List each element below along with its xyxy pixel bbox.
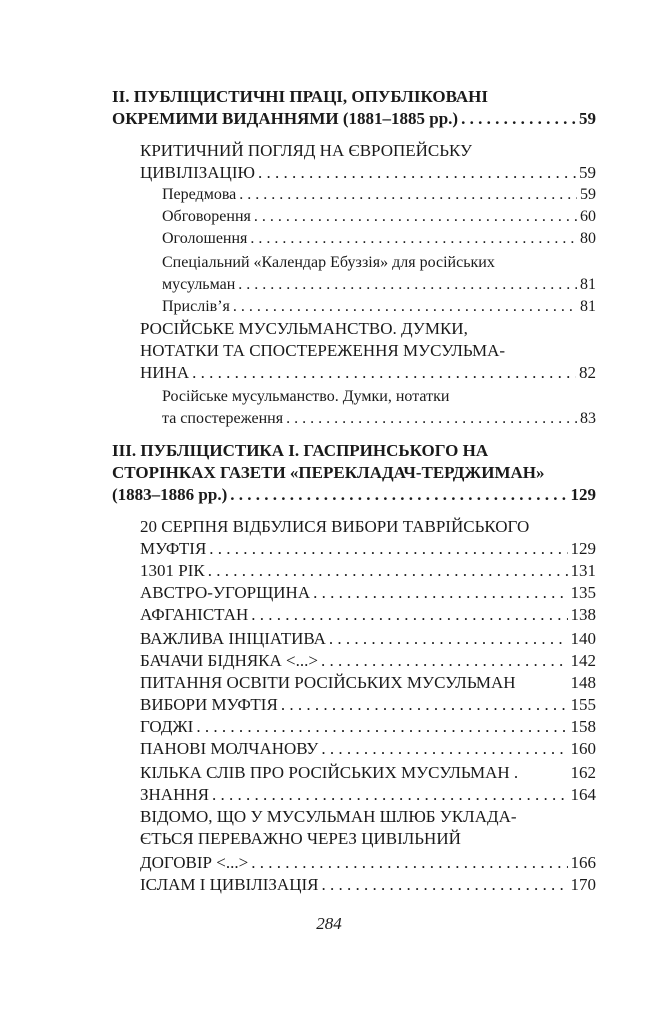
toc-entry-title: III. ПУБЛІЦИСТИКА І. ГАСПРИНСЬКОГО НА [112,441,489,460]
toc-entry-page: 83 [580,410,596,427]
dot-leader [313,582,567,604]
dot-leader [329,628,568,650]
toc-entry-title: ВІДОМО, ЩО У МУСУЛЬМАН ШЛЮБ УКЛАДА- [140,807,517,826]
toc-entry-title: КІЛЬКА СЛІВ ПРО РОСІЙСЬКИХ МУСУЛЬМАН . [140,763,519,782]
toc-entry-title: БАЧАЧИ БІДНЯКА <...> [140,651,318,670]
toc-entry-page: 162 [570,763,596,782]
toc-entry-title: ВАЖЛИВА ІНІЦІАТИВА [140,629,326,648]
toc-entry [140,538,596,560]
toc-entry [140,784,596,806]
toc-entry-page: 155 [570,695,596,714]
toc-entry [140,628,596,650]
toc-entry-title: ГОДЖІ [140,717,194,736]
toc-entry [140,140,596,162]
toc-entry-page: 59 [580,186,596,203]
dot-leader [321,738,567,760]
toc-entry-page: 164 [570,785,596,804]
toc-entry [140,340,596,362]
toc-entry-title: ІСЛАМ І ЦИВІЛІЗАЦІЯ [140,875,319,894]
toc-entry [140,362,596,384]
dot-leader [251,604,567,626]
toc-entry [112,462,596,484]
toc-entry [112,484,596,506]
dot-leader [286,408,577,430]
toc-entry-page: 160 [570,739,596,758]
toc-entry-title: ОКРЕМИМИ ВИДАННЯМИ (1881–1885 рр.) [112,109,459,128]
toc-entry [140,162,596,184]
toc-entry-page: 135 [570,583,596,602]
toc-entry-page: 80 [580,230,596,247]
dot-leader [230,484,567,506]
toc-entry [140,806,596,828]
toc-entry [140,738,596,760]
dot-leader [212,784,568,806]
toc-entry-title: ДОГОВІР <...> [140,853,249,872]
toc-entry [112,86,596,108]
toc-entry-title: АВСТРО-УГОРЩИНА [140,583,311,602]
toc-entry-title: (1883–1886 рр.) [112,485,228,504]
toc-entry-page: 158 [570,717,596,736]
toc-entry-page: 59 [579,109,596,128]
toc-entry-title: мусульман [162,276,236,293]
toc-entry-page: 129 [570,539,596,558]
toc-entry [140,672,596,694]
toc-entry [112,440,596,462]
toc-entry [140,560,596,582]
toc-entry-page: 138 [570,605,596,624]
toc-entry [140,874,596,896]
toc-entry-title: 1301 РІК [140,561,205,580]
dot-leader [281,694,568,716]
toc-entry-title: МУФТІЯ [140,539,207,558]
toc-entry-title: РОСІЙСЬКЕ МУСУЛЬМАНСТВО. ДУМКИ, [140,319,468,338]
dot-leader [209,538,567,560]
toc-entry [140,582,596,604]
toc-entry [140,516,596,538]
toc-entry-page: 170 [570,875,596,894]
toc-entry-page: 81 [580,298,596,315]
toc-entry-page: 82 [579,363,596,382]
toc-entry [140,828,596,850]
toc-entry [140,762,596,784]
dot-leader [251,852,567,874]
toc-entry-page: 81 [580,276,596,293]
toc-entry-title: ЗНАННЯ [140,785,209,804]
toc-entry-page: 140 [570,629,596,648]
toc-entry [140,318,596,340]
dot-leader [196,716,567,738]
toc-entry-title: Російське мусульманство. Думки, нотатки [162,388,450,405]
toc-entry-title: Спеціальний «Календар Ебуззія» для російських [162,254,495,271]
toc-entry [162,228,596,250]
toc-entry-title: ПИТАННЯ ОСВІТИ РОСІЙСЬКИХ МУСУЛЬМАН [140,673,516,692]
toc-entry-title: Передмова [162,186,237,203]
dot-leader [250,228,577,250]
toc-entry-title: та спостереження [162,410,284,427]
dot-leader [258,162,576,184]
page-number: 284 [316,914,342,933]
toc-entry-title: 20 СЕРПНЯ ВІДБУЛИСЯ ВИБОРИ ТАВРІЙСЬКОГО [140,517,530,536]
toc-entry [162,296,596,318]
toc-entry-title: АФГАНІСТАН [140,605,249,624]
toc-entry-title: НИНА [140,363,190,382]
toc-entry-page: 166 [570,853,596,872]
toc-entry-page: 142 [570,651,596,670]
toc-entry [162,408,596,430]
toc-entry [140,650,596,672]
dot-leader [238,274,577,296]
toc-entry-page: 131 [570,561,596,580]
dot-leader [208,560,568,582]
toc-entry [140,604,596,626]
toc-entry-title: КРИТИЧНИЙ ПОГЛЯД НА ЄВРОПЕЙСЬКУ [140,141,473,160]
toc-entry-title: СТОРІНКАХ ГАЗЕТИ «ПЕРЕКЛАДАЧ-ТЕРДЖИМАН» [112,463,545,482]
dot-leader [239,184,577,206]
toc-entry-page: 60 [580,208,596,225]
toc-entry-title: Оголошення [162,230,248,247]
toc-entry [162,252,596,274]
dot-leader [192,362,576,384]
toc-entry [140,694,596,716]
dot-leader [233,296,577,318]
dot-leader [461,108,576,130]
toc-entry [140,852,596,874]
toc-entry-title: ЄТЬСЯ ПЕРЕВАЖНО ЧЕРЕЗ ЦИВІЛЬНИЙ [140,829,461,848]
toc-entry [162,184,596,206]
toc-entry [112,108,596,130]
toc-entry-title: ЦИВІЛІЗАЦІЮ [140,163,255,182]
toc-entry-page: 129 [570,485,596,504]
dot-leader [321,874,567,896]
dot-leader [254,206,577,228]
toc-entry-title: Обговорення [162,208,251,225]
toc-entry-title: ВИБОРИ МУФТІЯ [140,695,278,714]
toc-entry-page: 59 [579,163,596,182]
toc-entry-title: ПАНОВІ МОЛЧАНОВУ [140,739,319,758]
toc-entry [162,386,596,408]
dot-leader [321,650,568,672]
toc-entry [162,274,596,296]
toc-entry-title: Прислів’я [162,298,230,315]
toc-entry-title: II. ПУБЛІЦИСТИЧНІ ПРАЦІ, ОПУБЛІКОВАНІ [112,87,488,106]
toc-entry [162,206,596,228]
toc-entry [140,716,596,738]
toc-entry-title: НОТАТКИ ТА СПОСТЕРЕЖЕННЯ МУСУЛЬМА- [140,341,506,360]
toc-entry-page: 148 [570,673,596,692]
